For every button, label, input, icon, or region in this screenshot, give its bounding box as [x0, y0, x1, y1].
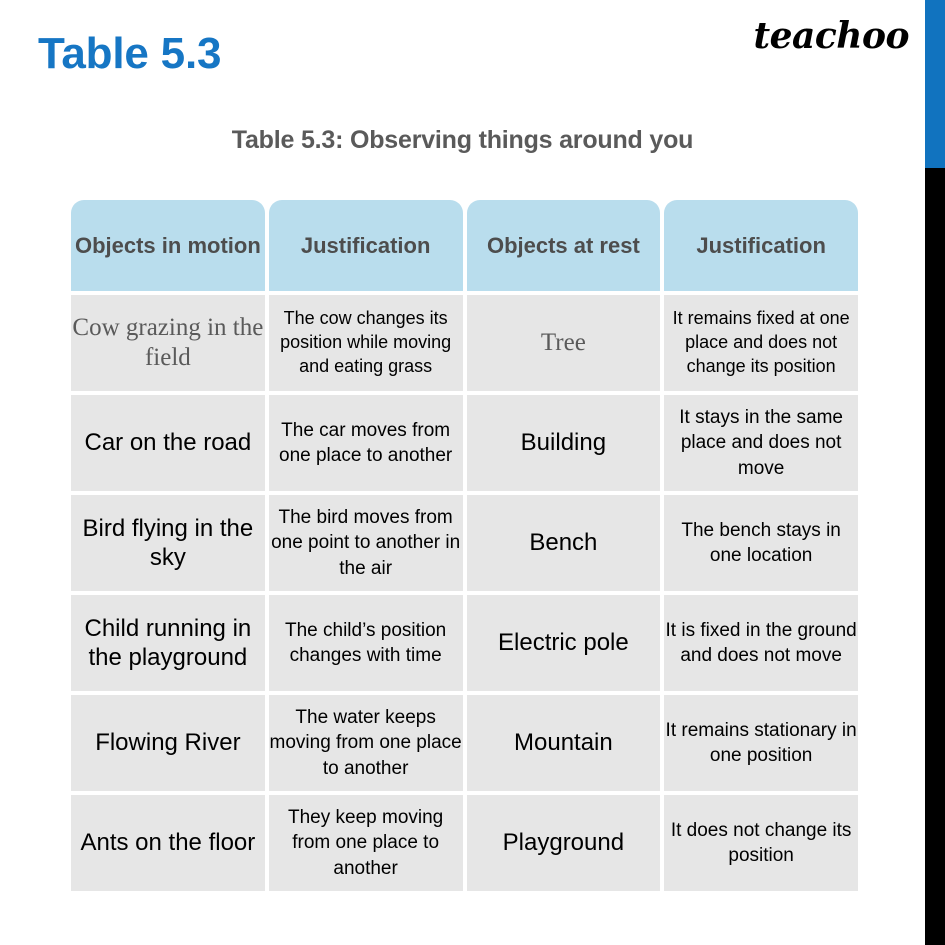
cell-justification-rest: It remains stationary in one position — [664, 695, 858, 791]
cell-object-motion: Bird flying in the sky — [71, 495, 265, 591]
table-header — [71, 200, 858, 291]
cell-justification-rest: It does not change its position — [664, 795, 858, 891]
cell-justification-rest: The bench stays in one location — [664, 495, 858, 591]
cell-justification-motion: The bird moves from one point to another in the air — [269, 495, 463, 591]
observation-table — [67, 196, 862, 895]
cell-object-motion: Child running in the playground — [71, 595, 265, 691]
cell-object-motion: Car on the road — [71, 395, 265, 491]
table-body — [71, 295, 858, 891]
cell-object-motion: Flowing River — [71, 695, 265, 791]
page-title: Table 5.3 — [38, 29, 222, 78]
column-header-justification-motion: Justification — [269, 200, 463, 291]
column-header-objects-at-rest: Objects at rest — [467, 200, 661, 291]
cell-justification-motion: The cow changes its position while moving and eating grass — [269, 295, 463, 391]
cell-object-motion: Cow grazing in the field — [71, 295, 265, 391]
table-caption: Table 5.3: Observing things around you — [231, 126, 694, 154]
cell-justification-motion: The car moves from one place to another — [269, 395, 463, 491]
cell-object-rest: Building — [467, 395, 661, 491]
cell-justification-rest: It stays in the same place and does not move — [664, 395, 858, 491]
table-row — [71, 395, 858, 491]
table-row — [71, 495, 858, 591]
edge-accent-bar-blue — [925, 0, 945, 168]
cell-object-rest: Tree — [467, 295, 661, 391]
page-header — [0, 0, 925, 105]
table-row — [71, 295, 858, 391]
table-row — [71, 695, 858, 791]
cell-object-motion: Ants on the floor — [71, 795, 265, 891]
cell-justification-motion: They keep moving from one place to another — [269, 795, 463, 891]
cell-object-rest: Playground — [467, 795, 661, 891]
cell-justification-rest: It remains fixed at one place and does not change its position — [664, 295, 858, 391]
cell-justification-motion: The water keeps moving from one place to another — [269, 695, 463, 791]
cell-justification-rest: It is fixed in the ground and does not move — [664, 595, 858, 691]
teachoo-logo: teachoo — [753, 15, 909, 57]
cell-object-rest: Bench — [467, 495, 661, 591]
column-header-objects-in-motion: Objects in motion — [71, 200, 265, 291]
edge-accent-bar-black — [925, 168, 945, 945]
table-row — [71, 595, 858, 691]
table-header-row — [71, 200, 858, 291]
column-header-justification-rest: Justification — [664, 200, 858, 291]
cell-object-rest: Mountain — [467, 695, 661, 791]
table-row — [71, 795, 858, 891]
cell-object-rest: Electric pole — [467, 595, 661, 691]
cell-justification-motion: The child’s position changes with time — [269, 595, 463, 691]
